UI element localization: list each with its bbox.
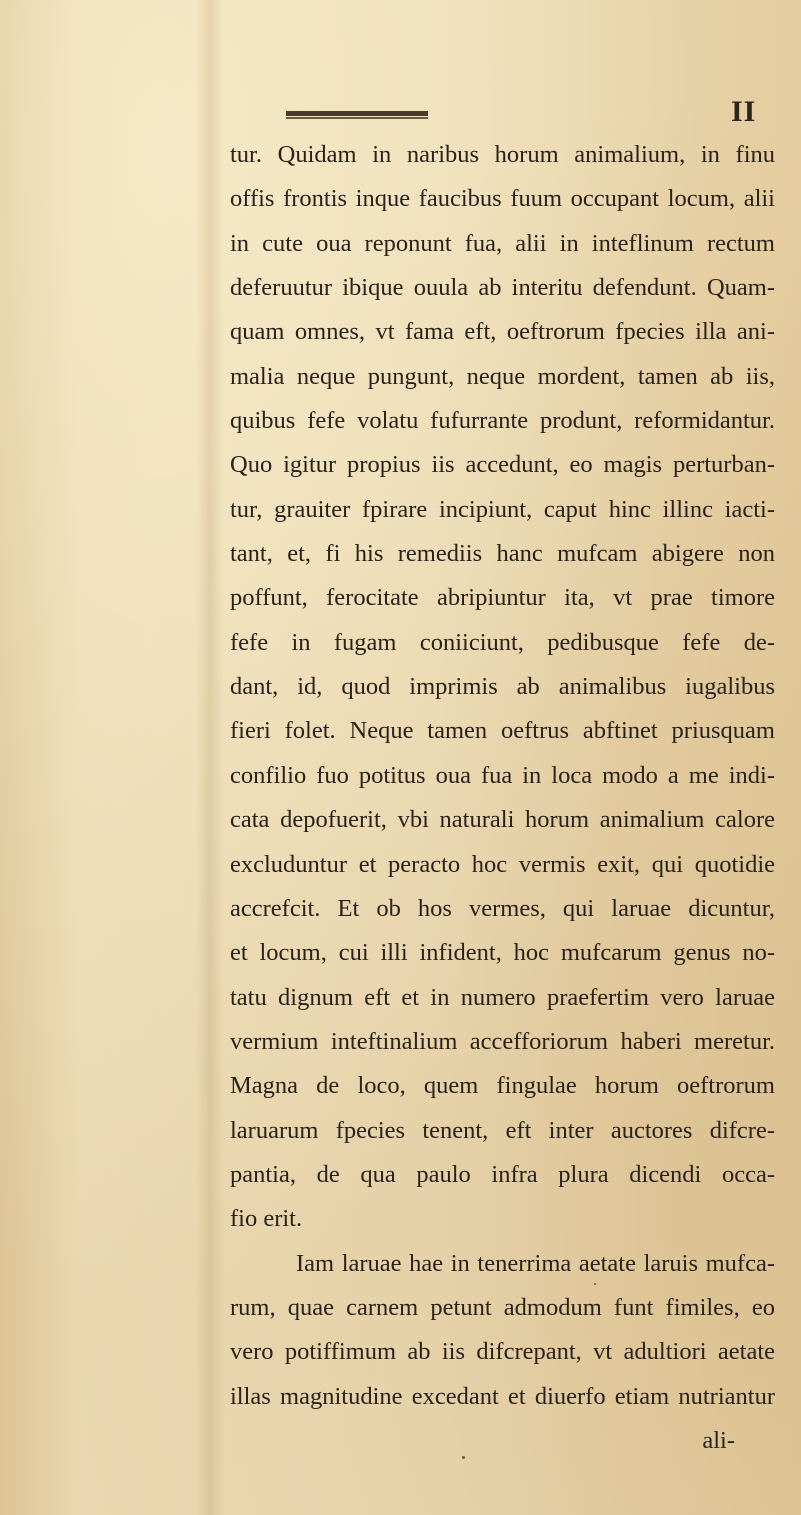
text-line: vermium inteftinalium accefforiorum haberi meretur. [230, 1027, 775, 1055]
text-line: fefe in fugam coniiciunt, pedibusque fefe de- [230, 628, 775, 656]
text-line: cata depofuerit, vbi naturali horum animalium calore [230, 806, 775, 834]
text-line: tant, et, fi his remediis hanc mufcam abigere non [230, 540, 775, 568]
text-line: et locum, cui illi infident, hoc mufcarum genus no- [230, 939, 775, 967]
text-line: illas magnitudine excedant et diuerfo etiam nutriantur [230, 1382, 775, 1410]
catchword: ali- [702, 1426, 735, 1454]
text-line: deferuutur ibique ouula ab interitu defendunt. Quam- [230, 274, 775, 302]
text-line: fio erit. [230, 1205, 303, 1233]
text-line: quam omnes, vt fama eft, oeftrorum fpecies illa ani- [230, 318, 775, 346]
text-line: Quo igitur propius iis accedunt, eo magis perturban- [230, 451, 775, 479]
body-text [230, 133, 775, 1463]
text-line: rum, quae carnem petunt admodum funt fimiles, eo [230, 1293, 775, 1321]
page-gutter-shadow [196, 0, 224, 1515]
page-number: II [731, 95, 757, 128]
text-line: offis frontis inque faucibus fuum occupant locum, alii [230, 185, 775, 213]
text-line: malia neque pungunt, neque mordent, tamen ab iis, [230, 362, 775, 390]
text-line: poffunt, ferocitate abripiuntur ita, vt prae timore [230, 584, 775, 612]
paper-speck [594, 1283, 596, 1285]
text-line: vero potiffimum ab iis difcrepant, vt adultiori aetate [230, 1338, 775, 1366]
text-line: quibus fefe volatu fufurrante produnt, reformidantur. [230, 407, 775, 435]
header-ornament-rule [286, 111, 428, 119]
text-line: excluduntur et peracto hoc vermis exit, qui quotidie [230, 850, 775, 878]
text-line: tur, grauiter fpirare incipiunt, caput hinc illinc iacti- [230, 495, 775, 523]
text-line: confilio fuo potitus oua fua in loca modo a me indi- [230, 761, 775, 789]
text-line: in cute oua reponunt fua, alii in inteflinum rectum [230, 229, 775, 257]
text-line: Magna de loco, quem fingulae horum oeftrorum [230, 1072, 775, 1100]
text-line: pantia, de qua paulo infra plura dicendi occa- [230, 1160, 775, 1188]
text-line: tatu dignum eft et in numero praefertim vero laruae [230, 983, 775, 1011]
paper-speck [462, 1456, 465, 1459]
text-line: laruarum fpecies tenent, eft inter auctores difcre- [230, 1116, 775, 1144]
text-line: dant, id, quod imprimis ab animalibus iugalibus [230, 673, 775, 701]
text-line: tur. Quidam in naribus horum animalium, in finu [230, 141, 775, 168]
text-line: accrefcit. Et ob hos vermes, qui laruae dicuntur, [230, 894, 775, 922]
text-line: fieri folet. Neque tamen oeftrus abftinet priusquam [230, 717, 775, 745]
text-line: Iam laruae hae in tenerrima aetate laruis mufca- [296, 1249, 775, 1277]
